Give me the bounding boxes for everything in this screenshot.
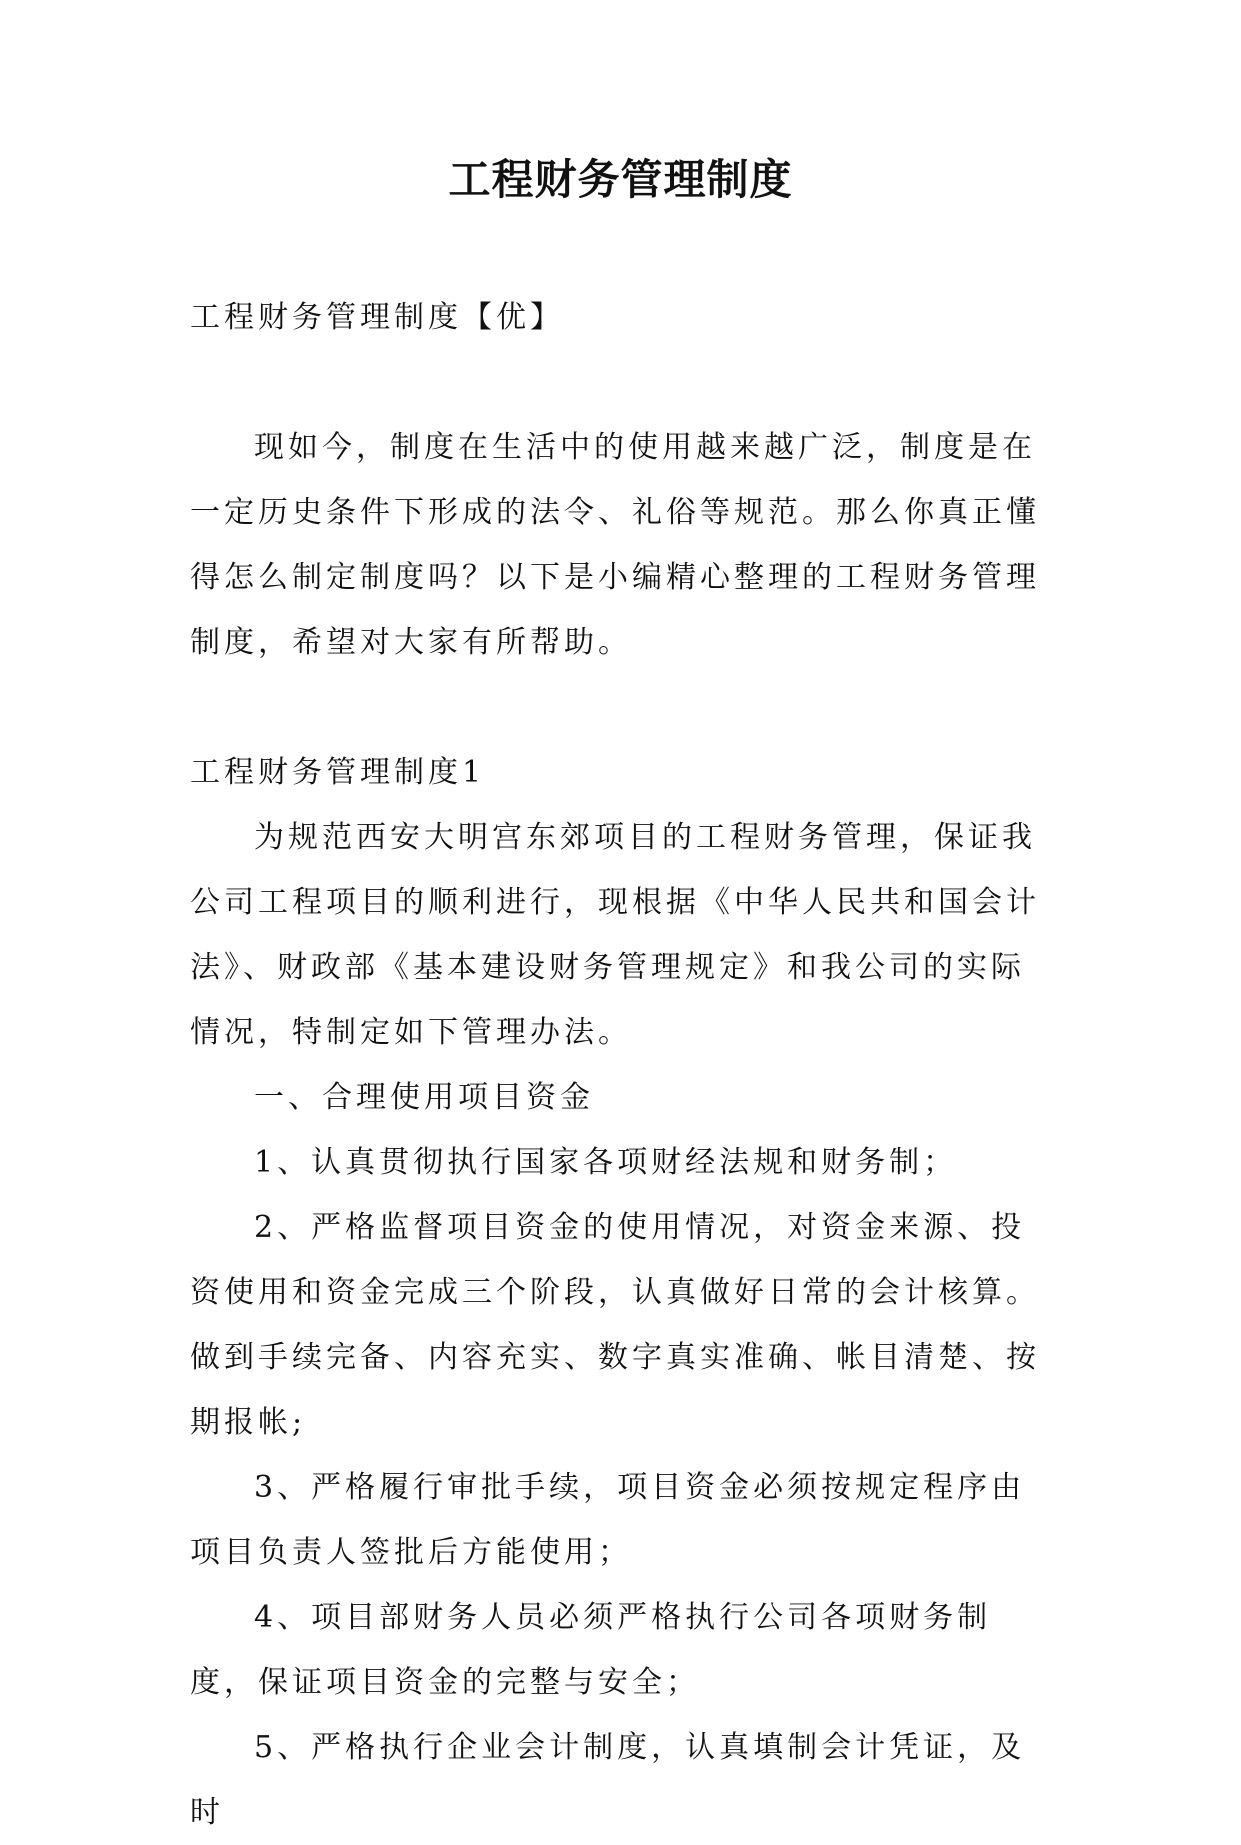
document-title: 工程财务管理制度 (448, 155, 793, 204)
body-paragraph: 1、认真贯彻执行国家各项财经法规和财务制； (254, 1145, 958, 1180)
section-heading: 工程财务管理制度1 (190, 755, 486, 790)
body-paragraph: 一、合理使用项目资金 (254, 1080, 594, 1115)
body-paragraph: 4、项目部财务人员必须严格执行公司各项财务制度，保证项目资金的完整与安全； (190, 1600, 992, 1700)
document-subtitle: 工程财务管理制度【优】 (190, 300, 564, 335)
body-paragraph: 3、严格履行审批手续，项目资金必须按规定程序由项目负责人签批后方能使用； (190, 1470, 1026, 1570)
body-paragraph: 为规范西安大明宫东郊项目的工程财务管理，保证我公司工程项目的顺利进行，现根据《中华人民共和国会计法》、财政部《基本建设财务管理规定》和我公司的实际情况，特制定如下管理办法。 (190, 820, 1040, 1050)
body-paragraph: 5、严格执行企业会计制度，认真填制会计凭证，及时 (190, 1730, 1026, 1830)
document-body (190, 285, 1050, 1845)
intro-paragraph: 现如今，制度在生活中的使用越来越广泛，制度是在一定历史条件下形成的法令、礼俗等规范。那么你真正懂得怎么制定制度吗？以下是小编精心整理的工程财务管理制度，希望对大家有所帮助。 (190, 430, 1040, 660)
body-paragraph: 2、严格监督项目资金的使用情况，对资金来源、投资使用和资金完成三个阶段，认真做好日常的会计核算。做到手续完备、内容充实、数字真实准确、帐目清楚、按期报帐; (190, 1210, 1040, 1440)
